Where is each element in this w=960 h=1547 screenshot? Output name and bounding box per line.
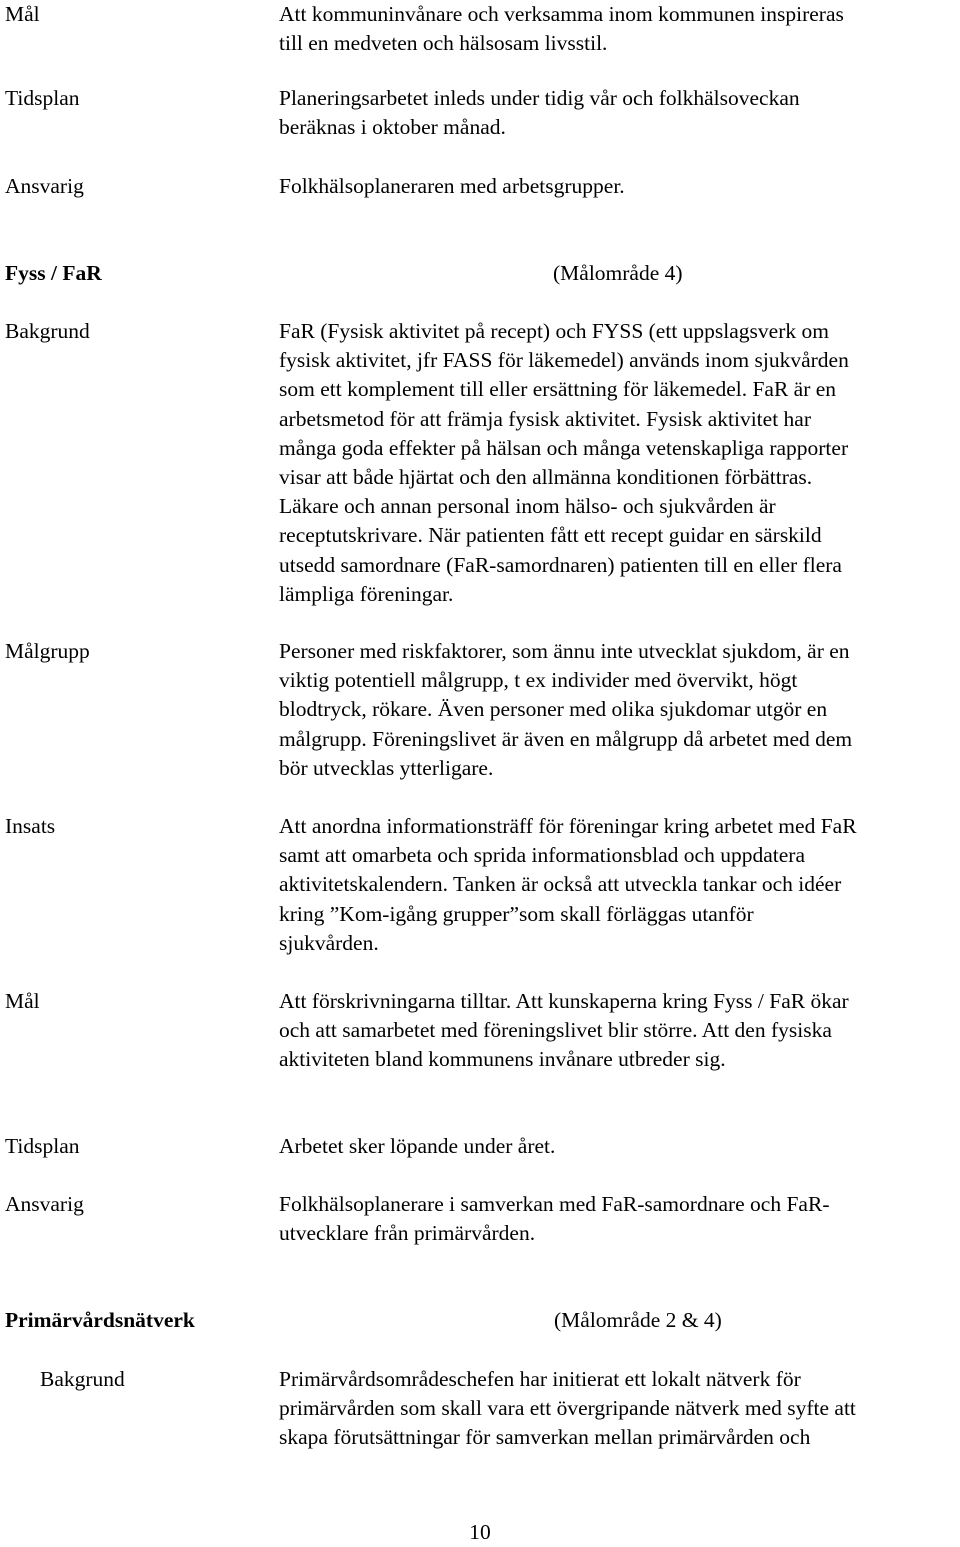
text-line: blodtryck, rökare. Även personer med olika sjukdomar utgör en [279,697,828,722]
text-line: utsedd samordnare (FaR-samordnaren) patienten till en eller flera [279,552,842,577]
text-line: Folkhälsoplanerare i samverkan med FaR-samordnare och FaR- [279,1192,830,1216]
text-line: bör utvecklas ytterligare. [279,755,494,780]
heading-primarvardsnatverk: Primärvårdsnätverk [5,1308,195,1332]
text-line: aktiviteten bland kommunens invånare utbreder sig. [279,1047,726,1072]
text-line: målgrupp. Föreningslivet är även en målgrupp då arbetet med dem [279,726,853,751]
target-area-label: (Målområde 2 & 4) [554,1308,722,1332]
bakgrund-text [279,317,960,609]
text-line: visar att både hjärtat och den allmänna konditionen förbättras. [279,465,813,490]
text-line: Folkhälsoplaneraren med arbetsgrupper. [279,174,625,198]
text-line: många goda effekter på hälsan och många vetenskapliga rapporter [279,435,849,460]
text-line: Att förskrivningarna tilltar. Att kunskaperna kring Fyss / FaR ökar [279,989,849,1013]
label-insats: Insats [5,814,56,838]
text-line: som ett komplement till eller ersättning för läkemedel. FaR är en [279,377,837,402]
target-area-label: (Målområde 4) [553,261,683,285]
text-line: skapa förutsättningar för samverkan mellan primärvården och [279,1425,811,1450]
label-mal: Mål [5,989,40,1013]
malgrupp-text [279,637,960,783]
text-line: Planeringsarbetet inleds under tidig vår och folkhälsoveckan [279,86,800,110]
text-line: arbetsmetod för att främja fysisk aktivitet. Fysisk aktivitet har [279,406,811,431]
tidsplan-text [279,1132,960,1161]
label-tidsplan: Tidsplan [5,1134,80,1158]
tidsplan-text [279,84,960,142]
text-line: Personer med riskfaktorer, som ännu inte utvecklat sjukdom, är en [279,639,850,663]
heading-fyss-far: Fyss / FaR [5,261,102,285]
insats-text [279,812,960,958]
label-ansvarig: Ansvarig [5,174,84,198]
text-line: samt att omarbeta och sprida informationsblad och uppdatera [279,843,805,868]
text-line: Att anordna informationsträff för föreningar kring arbetet med FaR [279,814,857,838]
text-line: beräknas i oktober månad. [279,115,506,140]
text-line: utvecklare från primärvården. [279,1221,536,1246]
text-line: viktig potentiell målgrupp, t ex individer med övervikt, högt [279,668,798,693]
text-line: Primärvårdsområdeschefen har initierat ett lokalt nätverk för [279,1367,801,1391]
label-ansvarig: Ansvarig [5,1192,84,1216]
label-bakgrund: Bakgrund [5,319,90,343]
text-line: Läkare och annan personal inom hälso- och sjukvården är [279,494,776,519]
text-line: lämpliga föreningar. [279,581,454,606]
text-line: fysisk aktivitet, jfr FASS för läkemedel) används inom sjukvården [279,348,849,373]
label-mal: Mål [5,2,40,26]
text-line: sjukvården. [279,930,379,955]
label-malgrupp: Målgrupp [5,639,90,663]
page-number: 10 [469,1520,491,1544]
text-line: Arbetet sker löpande under året. [279,1134,556,1158]
label-tidsplan: Tidsplan [5,86,80,110]
text-line: kring ”Kom-igång grupper”som skall förläggas utanför [279,901,754,926]
mal-text [279,987,960,1075]
text-line: primärvården som skall vara ett övergripande nätverk med syfte att [279,1396,856,1421]
mal-text [279,0,960,58]
text-line: och att samarbetet med föreningslivet blir större. Att den fysiska [279,1018,832,1043]
text-line: Att kommuninvånare och verksamma inom kommunen inspireras [279,2,844,26]
text-line: till en medveten och hälsosam livsstil. [279,31,608,56]
ansvarig-text [279,1190,960,1248]
ansvarig-text [279,172,960,201]
text-line: aktivitetskalendern. Tanken är också att utveckla tankar och idéer [279,872,842,897]
text-line: receptutskrivare. När patienten fått ett recept guidar en särskild [279,523,822,548]
text-line: FaR (Fysisk aktivitet på recept) och FYSS (ett uppslagsverk om [279,319,829,343]
label-bakgrund: Bakgrund [40,1367,125,1391]
bakgrund-text [279,1365,960,1453]
